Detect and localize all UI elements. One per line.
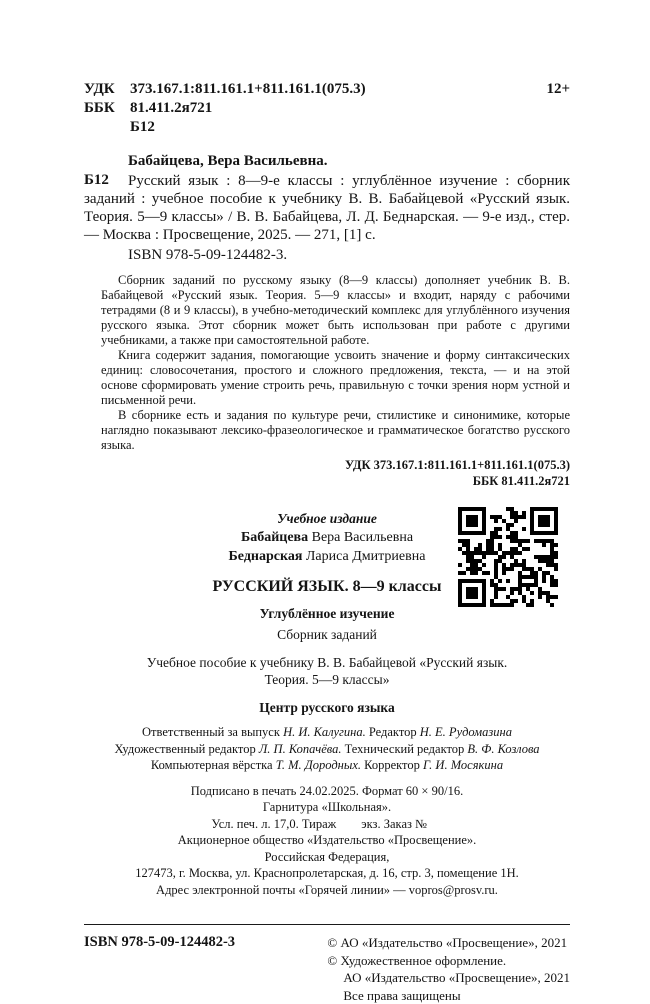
edition-note-line: Учебное пособие к учебнику В. В. Бабайцевой «Русский язык. xyxy=(146,655,508,671)
annotation-paragraph: Книга содержит задания, помогающие усвоить значение и форму синтаксических единиц: словосочетания, простого и сложного предложения, текста, — и на этой основе сформировать умение строить речь, правильную с точки зрения норм устной и письменной речи. xyxy=(101,348,570,407)
imprint-line: Усл. печ. л. 17,0. Тираж экз. Заказ № xyxy=(211,816,443,831)
catalog-code: Б12 xyxy=(84,171,109,188)
credit-role: Компьютерная вёрстка xyxy=(150,758,276,772)
edition-subtitle2: Сборник заданий xyxy=(277,627,377,643)
edition-block xyxy=(84,511,570,716)
credit-person: Г. И. Мосякина xyxy=(423,758,504,772)
credit-person: Т. М. Дородных. xyxy=(275,758,362,772)
book-code: Б12 xyxy=(130,119,155,136)
credit-person: Н. Е. Рудомазина xyxy=(419,725,512,739)
age-rating-badge: 12+ xyxy=(546,81,570,97)
author-surname: Бабайцева xyxy=(240,530,309,546)
print-info xyxy=(84,783,570,899)
author-givenname: Вера Васильевна xyxy=(308,530,414,546)
catalog-description: Русский язык : 8—9-е классы : углублённое изучение : сборник заданий : учебное пособие к учебнику В. В. Бабайцевой «Русский язык. Теория. 5—9 классы» / В. В. Бабайцева, Л. Д. Беднарская. — 9-е изд., стер. — Москва : Просвещение, 2025. — 271, [1] с. xyxy=(84,172,570,244)
bbk-label: ББК xyxy=(84,100,115,117)
imprint-line: Российская Федерация, xyxy=(264,849,390,864)
credit-role: Редактор xyxy=(365,725,420,739)
author-surname: Беднарская xyxy=(228,549,303,565)
imprint-line: Адрес электронной почты «Горячей линии» — vopros@prosv.ru. xyxy=(156,882,498,897)
footer-divider xyxy=(84,924,570,925)
credit-role: Ответственный за выпуск xyxy=(142,725,284,739)
bbk-row xyxy=(84,99,570,118)
credit-role: Корректор xyxy=(361,758,423,772)
credit-person: В. Ф. Козлова xyxy=(467,741,540,756)
imprint-line: Акционерное общество «Издательство «Просвещение». xyxy=(177,833,477,847)
udk-right: УДК 373.167.1:811.161.1+811.161.1(075.3) xyxy=(344,458,570,472)
author-givenname: Лариса Дмитриевна xyxy=(302,549,426,565)
credit-role: Технический редактор xyxy=(341,741,468,756)
qr-code xyxy=(458,507,558,607)
copyright-block xyxy=(327,934,570,1004)
credit-line xyxy=(84,741,570,758)
udk-row xyxy=(84,80,570,99)
credit-line xyxy=(84,724,570,741)
copyright-line: АО «Издательство «Просвещение», 2021 xyxy=(343,970,570,986)
imprint-line: 127473, г. Москва, ул. Краснопролетарская, д. 16, стр. 3, помещение 1Н. xyxy=(135,866,519,880)
copyright-line: © Художественное оформление. xyxy=(327,952,507,968)
annotation-paragraph: В сборнике есть и задания по культуре речи, стилистике и синонимике, которые наглядно показывают лексико-фразеологическое и грамматическое богатство русского языка. xyxy=(101,408,570,452)
bbk-value: 81.411.2я721 xyxy=(130,100,213,117)
footer xyxy=(84,934,570,1004)
edition-subtitle: Углублённое изучение xyxy=(259,606,395,622)
isbn-text: ISBN 978-5-09-124482-3 xyxy=(84,934,236,950)
catalog-author-heading: Бабайцева, Вера Васильевна. xyxy=(128,152,328,169)
copyright-line: © АО «Издательство «Просвещение», 2021 xyxy=(327,935,568,950)
annotation-paragraph: Сборник заданий по русскому языку (8—9 классы) дополняет учебник В. В. Бабайцевой «Русский язык. Теория. 5—9 классы» и входит, наряду с рабочими тетрадями (8 и 9 классы), в учебно-методический комплекс для углублённого изучения русского языка. Этот сборник может быть использован при работе с другими учебниками, а также при самостоятельной работе. xyxy=(101,273,570,347)
edition-note-line: Теория. 5—9 классы» xyxy=(264,672,390,688)
udk-label: УДК xyxy=(84,81,115,97)
bbk-right: ББК 81.411.2я721 xyxy=(472,473,570,488)
copyright-line: Все права защищены xyxy=(343,987,461,1003)
credits xyxy=(84,724,570,774)
imprint-line: Гарнитура «Школьная». xyxy=(262,800,392,814)
book-title: РУССКИЙ ЯЗЫК. 8—9 классы xyxy=(212,578,442,596)
edition-note xyxy=(84,655,570,689)
edition-kind: Учебное издание xyxy=(277,511,377,527)
classification-codes xyxy=(84,80,570,138)
credit-person: Л. П. Копачёва. xyxy=(258,741,342,756)
udk-value: 373.167.1:811.161.1+811.161.1(075.3) xyxy=(130,81,366,97)
catalog-card xyxy=(84,172,570,265)
imprint-line: Подписано в печать 24.02.2025. Формат 60 × 90/16. xyxy=(190,783,464,798)
classification-codes-right xyxy=(84,458,570,489)
annotation xyxy=(101,273,570,453)
catalog-isbn: ISBN 978-5-09-124482-3. xyxy=(128,246,288,263)
credit-role: Художественный редактор xyxy=(114,741,259,756)
publishing-center: Центр русского языка xyxy=(259,700,395,715)
credit-person: Н. И. Калугина. xyxy=(283,725,366,739)
credit-line xyxy=(84,757,570,774)
